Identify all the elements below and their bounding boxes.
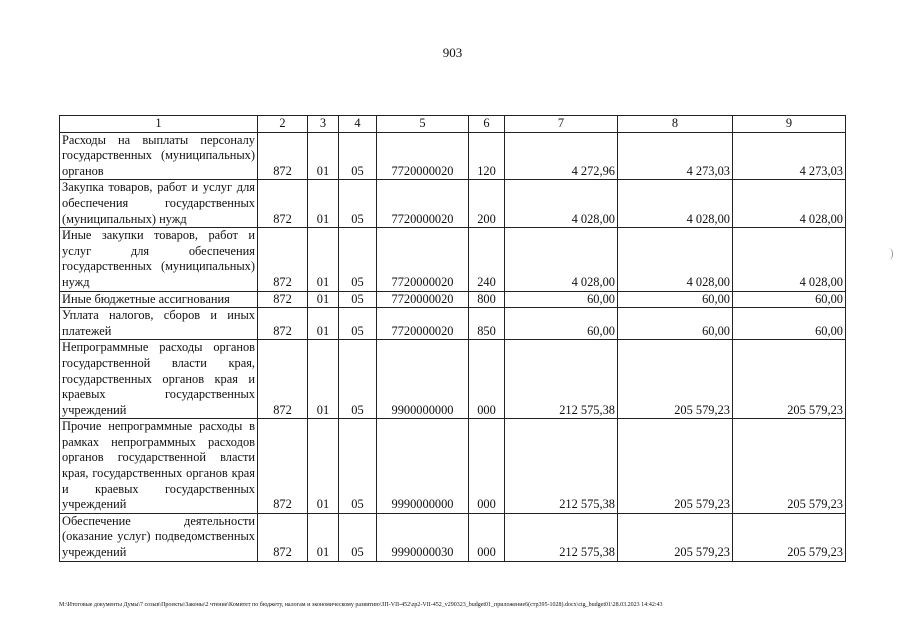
cell-col-6: 200	[469, 180, 505, 228]
margin-mark	[888, 248, 893, 260]
cell-col-9: 4 028,00	[733, 180, 846, 228]
table-row	[60, 180, 846, 228]
cell-col-3: 01	[308, 419, 339, 514]
row-name: Прочие непрограммные расходы в рамках непрограммных расходов органов государственной власти края, государственных органов края и краевых государственных учреждений	[60, 419, 258, 514]
column-header-3: 3	[308, 116, 339, 133]
cell-col-2: 872	[258, 228, 308, 291]
row-name: Иные закупки товаров, работ и услуг для обеспечения государственных (муниципальных) нужд	[60, 228, 258, 291]
column-header-6: 6	[469, 116, 505, 133]
cell-col-8: 60,00	[618, 308, 733, 340]
row-name: Непрограммные расходы органов государственной власти края, государственных органов края и краевых государственных учреждений	[60, 340, 258, 419]
cell-col-3: 01	[308, 180, 339, 228]
cell-col-6: 240	[469, 228, 505, 291]
cell-col-5: 7720000020	[377, 308, 469, 340]
cell-col-3: 01	[308, 308, 339, 340]
row-name: Обеспечение деятельности (оказание услуг) подведомственных учреждений	[60, 513, 258, 561]
row-name: Расходы на выплаты персоналу государственных (муниципальных) органов	[60, 132, 258, 180]
cell-col-6: 850	[469, 308, 505, 340]
cell-col-4: 05	[339, 228, 377, 291]
cell-col-2: 872	[258, 132, 308, 180]
cell-col-7: 212 575,38	[505, 513, 618, 561]
cell-col-7: 212 575,38	[505, 419, 618, 514]
cell-col-5: 9900000000	[377, 340, 469, 419]
cell-col-4: 05	[339, 291, 377, 308]
table-row	[60, 132, 846, 180]
column-header-7: 7	[505, 116, 618, 133]
column-header-2: 2	[258, 116, 308, 133]
cell-col-4: 05	[339, 340, 377, 419]
row-name: Иные бюджетные ассигнования	[60, 291, 258, 308]
cell-col-5: 9990000000	[377, 419, 469, 514]
cell-col-7: 4 028,00	[505, 228, 618, 291]
cell-col-2: 872	[258, 419, 308, 514]
cell-col-3: 01	[308, 132, 339, 180]
column-header-8: 8	[618, 116, 733, 133]
cell-col-7: 60,00	[505, 291, 618, 308]
cell-col-2: 872	[258, 308, 308, 340]
page-number: 903	[442, 45, 463, 60]
cell-col-2: 872	[258, 180, 308, 228]
cell-col-6: 800	[469, 291, 505, 308]
cell-col-9: 205 579,23	[733, 513, 846, 561]
cell-col-4: 05	[339, 132, 377, 180]
cell-col-3: 01	[308, 291, 339, 308]
table-row	[60, 308, 846, 340]
cell-col-9: 60,00	[733, 291, 846, 308]
cell-col-8: 60,00	[618, 291, 733, 308]
budget-table	[59, 115, 846, 562]
cell-col-8: 4 028,00	[618, 180, 733, 228]
table-row	[60, 291, 846, 308]
cell-col-7: 4 272,96	[505, 132, 618, 180]
cell-col-6: 000	[469, 419, 505, 514]
column-header-5: 5	[377, 116, 469, 133]
cell-col-8: 205 579,23	[618, 340, 733, 419]
cell-col-7: 60,00	[505, 308, 618, 340]
cell-col-6: 000	[469, 340, 505, 419]
cell-col-6: 120	[469, 132, 505, 180]
cell-col-8: 4 273,03	[618, 132, 733, 180]
cell-col-2: 872	[258, 291, 308, 308]
cell-col-2: 872	[258, 513, 308, 561]
cell-col-6: 000	[469, 513, 505, 561]
row-name: Закупка товаров, работ и услуг для обеспечения государственных (муниципальных) нужд	[60, 180, 258, 228]
cell-col-9: 4 273,03	[733, 132, 846, 180]
cell-col-7: 4 028,00	[505, 180, 618, 228]
column-header-1: 1	[60, 116, 258, 133]
cell-col-5: 7720000020	[377, 180, 469, 228]
row-name: Уплата налогов, сборов и иных платежей	[60, 308, 258, 340]
cell-col-3: 01	[308, 513, 339, 561]
cell-col-7: 212 575,38	[505, 340, 618, 419]
cell-col-5: 7720000020	[377, 291, 469, 308]
table-row	[60, 513, 846, 561]
cell-col-4: 05	[339, 513, 377, 561]
cell-col-2: 872	[258, 340, 308, 419]
cell-col-5: 7720000020	[377, 132, 469, 180]
cell-col-8: 205 579,23	[618, 513, 733, 561]
cell-col-5: 9990000030	[377, 513, 469, 561]
table-header-row	[60, 116, 846, 133]
cell-col-8: 4 028,00	[618, 228, 733, 291]
cell-col-9: 205 579,23	[733, 340, 846, 419]
cell-col-4: 05	[339, 180, 377, 228]
column-header-9: 9	[733, 116, 846, 133]
document-footer-path: M:\Итоговые документы Думы\7 созыв\Проекты\Законы\2 чтение\Комитет по бюджету, налогам и экономическому развитию\ЗП-VII-452\zp2-VII-452_v290323_budget01_приложение6(стр395-1028).docx\ctg_budget01\28.03.2023 14:42:43	[59, 602, 663, 608]
cell-col-8: 205 579,23	[618, 419, 733, 514]
table-row	[60, 419, 846, 514]
cell-col-3: 01	[308, 340, 339, 419]
cell-col-5: 7720000020	[377, 228, 469, 291]
cell-col-4: 05	[339, 308, 377, 340]
column-header-4: 4	[339, 116, 377, 133]
cell-col-9: 205 579,23	[733, 419, 846, 514]
cell-col-9: 60,00	[733, 308, 846, 340]
table-row	[60, 340, 846, 419]
cell-col-4: 05	[339, 419, 377, 514]
cell-col-3: 01	[308, 228, 339, 291]
cell-col-9: 4 028,00	[733, 228, 846, 291]
table-row	[60, 228, 846, 291]
